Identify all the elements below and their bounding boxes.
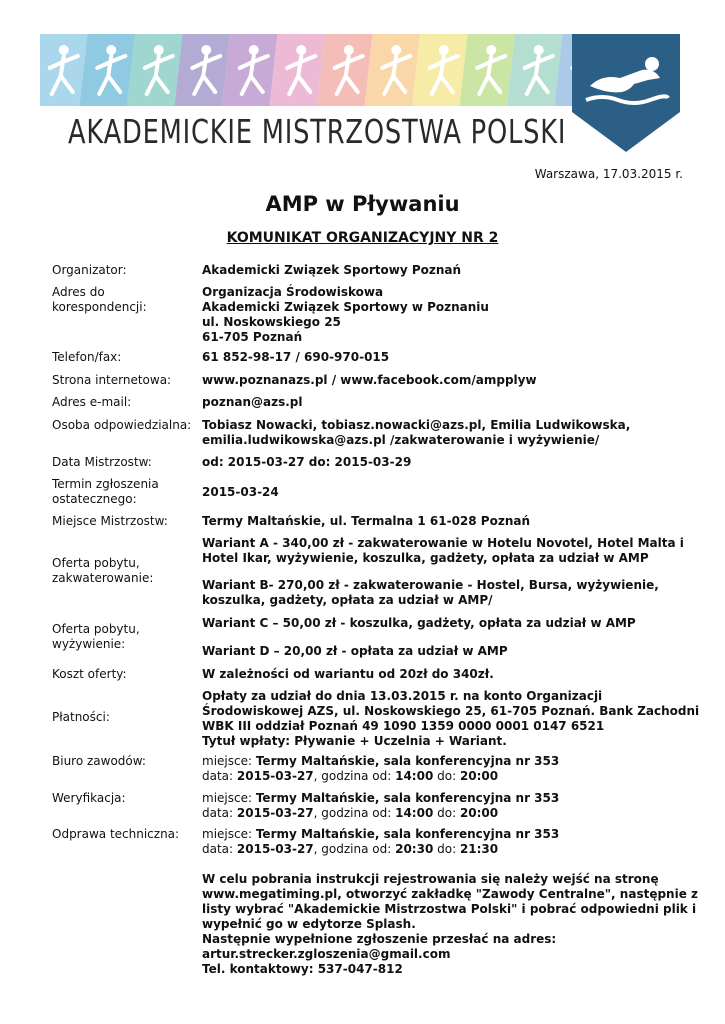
row-value: miejsce: Termy Maltańskie, sala konferencyjna nr 353 data: 2015-03-27, godzina od: 14:00 do: 20:00	[202, 754, 560, 783]
row-value: miejsce: Termy Maltańskie, sala konferencyjna nr 353 data: 2015-03-27, godzina od: 14:00 do: 20:00	[202, 791, 560, 820]
sports-banner	[40, 34, 610, 106]
page-subtitle: KOMUNIKAT ORGANIZACYJNY NR 2	[226, 230, 499, 246]
row-label: Biuro zawodów:	[52, 754, 146, 768]
row-value: 61 852-98-17 / 690-970-015	[202, 350, 390, 364]
row-label: Osoba odpowiedzialna:	[52, 418, 192, 432]
row-value: Opłaty za udział do dnia 13.03.2015 r. na konto Organizacji Środowiskowej AZS, ul. Noskowskiego 25, 61-705 Poznań. Bank Zachodni WBK III oddział Poznań 49 1090 1359 0000 0001 0147 6521 Tytuł wpłaty: Pływanie + Uczelnia + Wariant.	[202, 689, 700, 748]
banner-stripe	[40, 34, 88, 106]
row-label: Adres do korespondencji:	[52, 285, 147, 314]
org-title: AKADEMICKIE MISTRZOSTWA POLSKI	[68, 112, 567, 151]
row-label: Adres e-mail:	[52, 395, 132, 409]
row-value: Wariant C – 50,00 zł - koszulka, gadżety, opłata za udział w AMP Wariant D – 20,00 zł - opłata za udział w AMP	[202, 616, 636, 658]
row-label: Weryfikacja:	[52, 791, 126, 805]
row-value[interactable]: www.poznanazs.pl / www.facebook.com/ampplyw	[202, 373, 537, 387]
row-value[interactable]: poznan@azs.pl	[202, 395, 303, 409]
row-value: Tobiasz Nowacki, tobiasz.nowacki@azs.pl, Emilia Ludwikowska, emilia.ludwikowska@azs.pl /zakwaterowanie i wyżywienie/	[202, 418, 631, 447]
row-value: miejsce: Termy Maltańskie, sala konferencyjna nr 353 data: 2015-03-27, godzina od: 20:30 do: 21:30	[202, 827, 560, 856]
row-value: Wariant A - 340,00 zł - zakwaterowanie w Hotelu Novotel, Hotel Malta i Hotel Ikar, wyżywienie, koszulka, gadżety, opłata za udział w AMP Wariant B- 270,00 zł - zakwaterowanie - Hostel, Bursa, wyżywienie, koszulka, gadżety, opłata za udział w AMP/	[202, 536, 684, 607]
row-label: Strona internetowa:	[52, 373, 172, 387]
row-label: Miejsce Mistrzostw:	[52, 514, 168, 528]
row-value: 2015-03-24	[202, 485, 279, 499]
row-value: W zależności od wariantu od 20zł do 340zł.	[202, 667, 494, 681]
row-label: Termin zgłoszenia ostatecznego:	[52, 477, 159, 506]
page-title: AMP w Pływaniu	[265, 192, 460, 216]
row-label: Oferta pobytu, zakwaterowanie:	[52, 556, 154, 585]
row-value: od: 2015-03-27 do: 2015-03-29	[202, 455, 412, 469]
row-value: Akademicki Związek Sportowy Poznań	[202, 263, 462, 277]
row-label: Telefon/fax:	[52, 350, 122, 364]
row-label: Płatności:	[52, 710, 110, 724]
row-label: Koszt oferty:	[52, 667, 127, 681]
row-value: Organizacja Środowiskowa Akademicki Związek Sportowy w Poznaniu ul. Noskowskiego 25 61-705 Poznań	[202, 285, 489, 344]
row-label: Data Mistrzostw:	[52, 455, 152, 469]
instructions-text: W celu pobrania instrukcji rejestrowania się należy wejść na stronę www.megatiming.pl, otworzyć zakładkę "Zawody Centralne", następnie z listy wybrać "Akademickie Mistrzostwa Polski" i pobrać odpowiedni plik i wypełnić go w edytorze Splash. Następnie wypełnione zgłoszenie przesłać na adres: artur.strecker.zgloszenia@gmail.com Tel. kontaktowy: 537-047-812	[202, 872, 699, 976]
row-label: Oferta pobytu, wyżywienie:	[52, 622, 140, 651]
row-label: Odprawa techniczna:	[52, 827, 180, 841]
row-label: Organizator:	[52, 263, 127, 277]
row-value: Termy Maltańskie, ul. Termalna 1 61-028 Poznań	[202, 514, 531, 528]
date-line: Warszawa, 17.03.2015 r.	[534, 167, 683, 181]
swimmer-logo-icon	[572, 34, 680, 152]
